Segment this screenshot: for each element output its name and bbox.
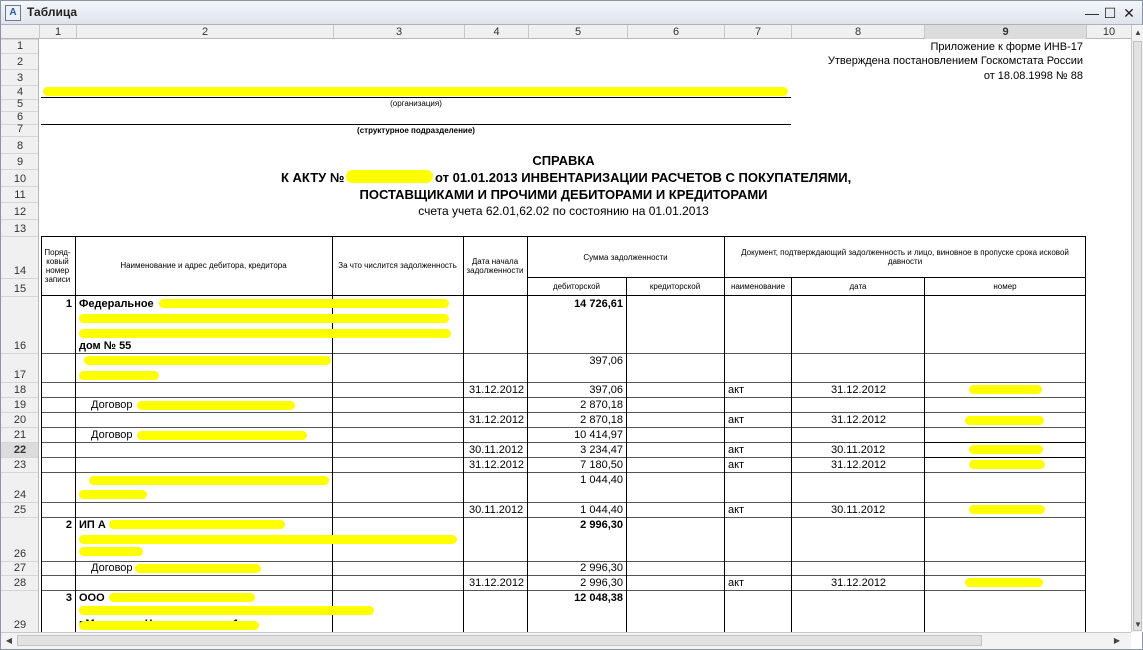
start-date: 31.12.2012 [469,414,525,426]
approval-date: от 18.08.1998 № 88 [983,70,1083,82]
doc-name: акт [728,414,745,426]
th-doc-number: номер [993,281,1017,291]
grid-line [41,590,1086,591]
grid-line [41,382,1086,383]
redacted-highlight [79,329,451,338]
doc-name: акт [728,459,745,471]
row-header[interactable]: 29 [1,590,39,632]
grid-vline [41,236,42,632]
doc-date: 31.12.2012 [831,577,887,589]
row-header[interactable]: 24 [1,472,39,502]
entry-num: 3 [65,592,72,604]
debit-sum: 10 414,97 [574,429,623,441]
th-debit: дебиторской [552,281,601,291]
appendix-note: Приложение к форме ИНВ-17 [930,41,1083,53]
row-header[interactable]: 10 [1,169,39,186]
report-title: СПРАВКА [532,153,595,168]
grid-vline [791,277,792,632]
spreadsheet-icon: A [5,5,21,21]
report-subtitle: ПОСТАВЩИКАМИ И ПРОЧИМИ ДЕБИТОРАМИ И КРЕДИТОРАМИ [359,187,768,202]
grid-vline [626,277,627,632]
row-header[interactable]: 25 [1,502,39,517]
row-header[interactable]: 12 [1,202,39,219]
th-account: За что числится задолженность [338,261,457,270]
column-header-bar [1,25,1131,39]
horizontal-scrollbar[interactable] [1,632,1131,649]
redacted-highlight [79,621,259,630]
column-header[interactable]: 1 [39,25,76,39]
redacted-highlight [159,299,449,308]
row-header[interactable]: 17 [1,353,39,382]
redacted-highlight [43,87,788,96]
column-header[interactable]: 5 [528,25,627,39]
column-header[interactable]: 6 [627,25,724,39]
grid-line [41,517,1086,518]
grid-line [41,575,1086,576]
scroll-down-arrow-icon[interactable]: ▼ [1134,620,1142,629]
redacted-highlight [109,520,285,529]
column-header[interactable]: 3 [333,25,464,39]
th-num: Поряд-ковый номер записи [44,247,71,284]
redacted-highlight [89,476,329,485]
contract-label: Договор [91,429,133,441]
debit-sum: 397,06 [589,384,623,396]
redacted-highlight [346,170,433,183]
doc-name: акт [728,577,745,589]
column-header-active[interactable]: 9 [924,25,1086,39]
row-header[interactable]: 13 [1,219,39,236]
debit-sum: 3 234,47 [580,444,623,456]
minimize-button[interactable]: — [1085,5,1099,21]
redacted-highlight [137,431,307,440]
act-title: от 01.01.2013 ИНВЕНТАРИЗАЦИИ РАСЧЕТОВ С ПОКУПАТЕЛЯМИ, [435,170,852,185]
grid-vline [75,236,76,632]
window-title: Таблица [27,5,78,19]
row-header[interactable]: 21 [1,427,39,442]
row-header[interactable]: 3 [1,69,39,85]
row-header[interactable]: 4 [1,85,39,99]
scroll-right-arrow-icon[interactable]: ▶ [1113,636,1121,645]
department-label: (структурное подразделение) [357,126,475,135]
title-bar [1,1,1142,25]
grid-vline [463,236,464,632]
doc-date: 30.11.2012 [831,444,886,456]
redacted-highlight [84,356,331,365]
debit-sum: 14 726,61 [574,298,623,310]
entry-num: 1 [65,298,72,310]
debit-sum: 2 996,30 [580,577,623,589]
debit-sum: 1 044,40 [580,474,623,486]
debit-sum: 397,06 [589,355,623,367]
redacted-highlight [137,401,295,410]
row-header[interactable]: 2 [1,53,39,69]
row-header[interactable]: 8 [1,136,39,153]
table-border [41,236,1086,237]
underline [41,124,791,125]
th-sum: Сумма задолженности [583,252,668,262]
maximize-button[interactable]: ☐ [1103,5,1117,21]
grid-vline [1085,236,1086,632]
grid-vline [724,236,725,632]
start-date: 30.11.2012 [469,504,524,516]
doc-date: 30.11.2012 [831,504,886,516]
start-date: 31.12.2012 [469,459,525,471]
grid-line [41,397,1086,398]
redacted-highlight [79,606,374,615]
debit-sum: 7 180,50 [580,459,623,471]
debit-sum: 2 870,18 [580,399,623,411]
start-date: 31.12.2012 [469,577,525,589]
entry-name: ООО [79,592,105,604]
row-header[interactable]: 19 [1,397,39,412]
row-header[interactable]: 18 [1,382,39,397]
active-cell-selection[interactable] [924,442,1086,458]
organization-label: (организация) [390,99,442,108]
row-header-active[interactable]: 22 [1,442,39,457]
horizontal-scroll-thumb[interactable] [17,635,982,646]
column-header[interactable]: 8 [791,25,924,39]
redacted-highlight [79,314,449,323]
redacted-highlight [79,547,143,556]
row-header[interactable]: 9 [1,153,39,169]
th-name: Наименование и адрес дебитора, кредитора [120,261,287,270]
row-header[interactable]: 11 [1,186,39,202]
scroll-left-arrow-icon[interactable]: ◀ [5,636,13,645]
row-header[interactable]: 7 [1,124,39,136]
debit-sum: 12 048,38 [574,592,623,604]
row-header[interactable]: 27 [1,561,39,575]
row-header[interactable]: 1 [1,39,39,53]
vertical-scrollbar[interactable] [1131,25,1143,632]
redacted-highlight [965,416,1044,425]
entry-num: 2 [65,519,72,531]
th-document: Документ, подтверждающий задолженность и лицо, виновное в пропуске срока исковой давности [741,248,1069,266]
row-header[interactable]: 26 [1,517,39,561]
contract-label: Договор [91,399,133,411]
redacted-highlight [109,593,255,602]
doc-date: 31.12.2012 [831,459,887,471]
debit-sum: 1 044,40 [580,504,623,516]
redacted-highlight [969,385,1042,394]
grid-line [41,412,1086,413]
column-header[interactable]: 10 [1086,25,1131,39]
grid-line [41,502,1086,503]
entry-name: Федеральное [79,298,154,310]
vertical-scroll-thumb[interactable] [1133,41,1142,631]
row-header[interactable]: 14 [1,236,39,278]
row-header[interactable]: 16 [1,296,39,353]
close-button[interactable]: ✕ [1123,5,1135,21]
row-header[interactable]: 28 [1,575,39,590]
redacted-highlight [135,564,261,573]
underline [41,97,791,98]
start-date: 30.11.2012 [469,444,524,456]
doc-name: акт [728,444,745,456]
act-prefix: К АКТУ № [281,170,345,185]
grid-line [41,295,1086,296]
column-header[interactable]: 2 [76,25,333,39]
row-header[interactable]: 15 [1,278,39,296]
grid-vline [332,236,333,632]
row-header[interactable]: 6 [1,111,39,124]
entry-name: ИП А [79,519,106,531]
approval-note: Утверждена постановлением Госкомстата России [827,55,1083,67]
doc-name: акт [728,504,745,516]
row-header[interactable]: 20 [1,412,39,427]
debit-sum: 2 870,18 [580,414,623,426]
grid-line [41,427,1086,428]
account-info: счета учета 62.01,62.02 по состоянию на 01.01.2013 [418,204,709,218]
start-date: 31.12.2012 [469,384,525,396]
scroll-up-arrow-icon[interactable]: ▲ [1134,28,1142,37]
debit-sum: 2 996,30 [580,562,623,574]
entry-address-tail: дом № 55 [79,340,132,352]
th-doc-name: наименование [730,281,786,291]
th-doc-date: дата [849,281,867,291]
row-header[interactable]: 5 [1,99,39,111]
grid-line [41,472,1086,473]
redacted-highlight [79,371,159,380]
grid-line [41,353,1086,354]
th-start-date: Дата начала задолженности [466,256,524,275]
grid-line [528,277,1086,278]
redacted-highlight [965,578,1043,587]
doc-date: 31.12.2012 [831,414,887,426]
redacted-highlight [79,490,147,499]
row-header[interactable]: 23 [1,457,39,472]
debit-sum: 2 996,30 [580,519,623,531]
column-header[interactable]: 7 [724,25,791,39]
row-header-bar [1,39,39,632]
redacted-highlight [969,505,1045,514]
doc-name: акт [728,384,745,396]
sheet-area[interactable] [39,39,1131,632]
th-credit: кредиторской [649,281,701,291]
doc-date: 31.12.2012 [831,384,887,396]
redacted-highlight [79,535,457,544]
column-header[interactable]: 4 [464,25,528,39]
corner-cell[interactable] [1,25,39,39]
contract-label: Договор [91,562,133,574]
redacted-highlight [969,460,1045,469]
